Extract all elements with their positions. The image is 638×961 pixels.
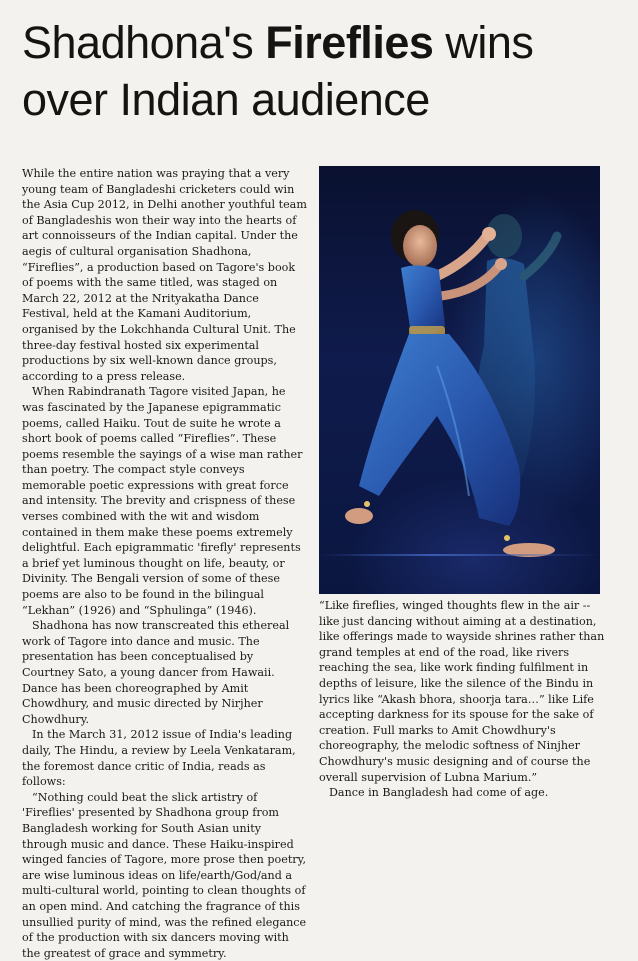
headline-text-pre: Shadhona's: [22, 17, 266, 68]
article-left-column: [22, 166, 307, 961]
paragraph: When Rabindranath Tagore visited Japan, he was fascinated by the Japanese epigrammatic poems, called Haiku. Tout de suite he wrote a short book of poems called “Fireflies”. These poems resemble the sayings of a wise man rather than poetry. The compact style conveys memorable poetic expressions with great force and intensity. The brevity and crispness of these verses combined with the wit and wisdom contained in them make these poems extremely delightful. Each epigrammatic 'firefly' represents a brief yet luminous thought on life, beauty, or Divinity. The Bengali version of some of these poems are also to be found in the bilingual “Lekhan” (1926) and “Sphulinga” (1946).: [22, 385, 303, 617]
headline-text-post: wins: [433, 17, 534, 68]
paragraph: “Nothing could beat the slick artistry of 'Fireflies' presented by Shadhona group from Bangladesh working for South Asian unity through music and dance. These Haiku-inspired winged fancies of Tagore, more prose then poetry, are wise luminous ideas on life/earth/God/and a multi-cultural world, pointing to clean thoughts of an open mind. And catching the fragrance of this unsullied purity of mind, was the refined elegance of the production with six dancers moving with the greatest of grace and symmetry.: [22, 790, 307, 960]
headline-line-2: over Indian audience: [22, 74, 430, 125]
dancer-photo: [319, 166, 600, 594]
headline-title-bold: Fireflies: [265, 17, 434, 68]
paragraph: In the March 31, 2012 issue of India's leading daily, The Hindu, a review by Leela Venkataram, the foremost dance critic of India, reads as follows:: [22, 728, 296, 789]
paragraph: “Like fireflies, winged thoughts flew in the air -- like just dancing without aiming at a destination, like offerings made to wayside shrines rather than grand temples at end of the road, like rivers reaching the sea, like work finding fulfilment in depths of leisure, like the silence of the Bindu in lyrics like “Akash bhora, shoorja tara…” like Life accepting darkness for its spouse for the sake of creation. Full marks to Amit Chowdhury's choreography, the melodic softness of Ninjher Chowdhury's music designing and of course the overall supervision of Lubna Marium.”: [319, 599, 605, 784]
headline-line-1: [22, 17, 533, 68]
paragraph: Shadhona has now transcreated this ethereal work of Tagore into dance and music. The presentation has been conceptualised by Courtney Sato, a young dancer from Hawaii. Dance has been choreographed by Amit Chowdhury, and music directed by Nirjher Chowdhury.: [22, 619, 290, 726]
stage-floor-light: [319, 554, 600, 556]
article-right-column: [319, 598, 607, 801]
dancer-illustration: [319, 166, 600, 594]
paragraph: While the entire nation was praying that a very young team of Bangladeshi cricketers could win the Asia Cup 2012, in Delhi another youthful team of Bangladeshis won their way into the hearts of art connoisseurs of the Indian capital. Under the aegis of cultural organisation Shadhona, “Fireflies”, a production based on Tagore's book of poems with the same titled, was staged on March 22, 2012 at the Nrityakatha Dance Festival, held at the Kamani Auditorium, organised by the Lokchhanda Cultural Unit. The three-day festival hosted six experimental productions by six well-known dance groups, according to a press release.: [22, 167, 307, 383]
paragraph: Dance in Bangladesh had come of age.: [329, 786, 549, 800]
headline: [22, 14, 622, 128]
